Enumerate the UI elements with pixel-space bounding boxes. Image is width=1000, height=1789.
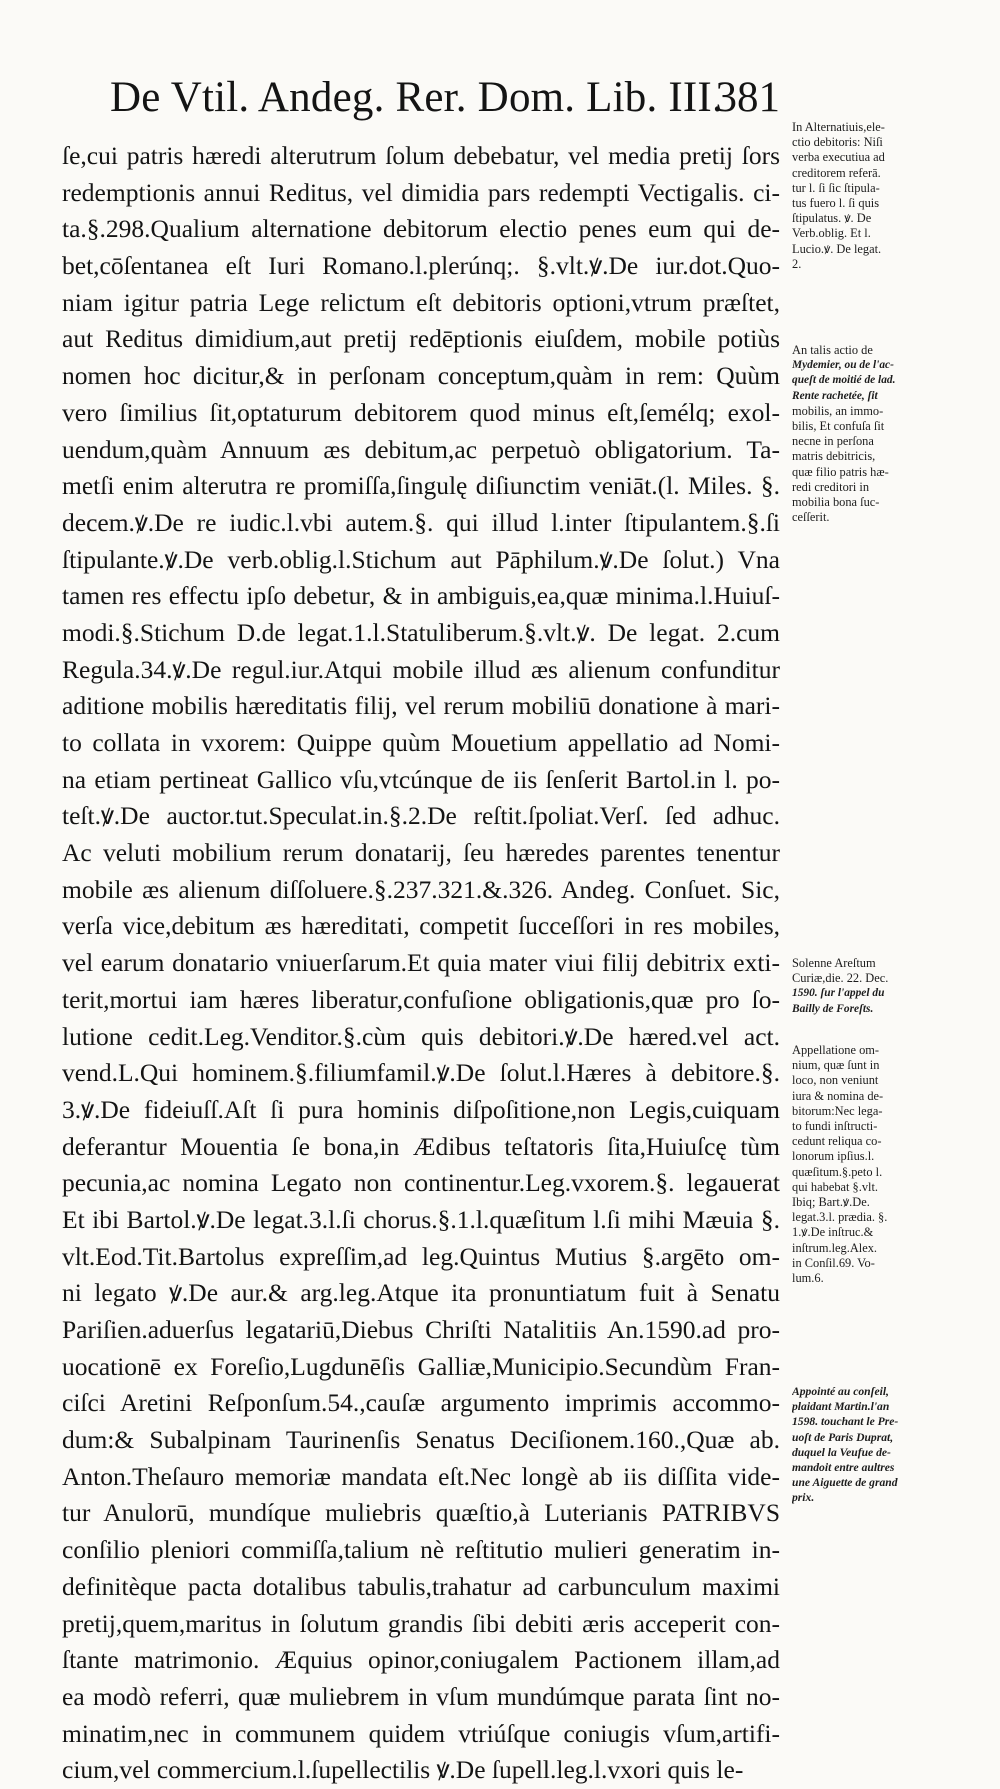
margin-note-line: Ibiq; Bart.ꝟ.De.	[792, 1195, 870, 1210]
margin-note-line: inſtrum.leg.Alex.	[792, 1240, 877, 1255]
text-line: vend.L.Qui hominem.§.filiumfamil.ꝟ.De ſolut.l.Hæres à debitore.§.	[62, 1058, 780, 1088]
text-line: bet,cōſentanea eſt Iuri Romano.l.plerúnq;. §.vlt.ꝟ.De iur.dot.Quo-	[62, 251, 780, 281]
text-line: ſe,cui patris hæredi alterutrum ſolum debebatur, vel media pretij ſors	[62, 141, 780, 170]
margin-note-line: une Aiguette de grand	[792, 1476, 898, 1490]
text-line: Et ibi Bartol.ꝟ.De legat.3.l.ſi chorus.§.1.l.quæſitum l.ſi mihi Mæuia §.	[62, 1204, 780, 1234]
text-line: Anton.Theſauro memoriæ mandata eſt.Nec longè ab iis diſſita vide-	[62, 1461, 780, 1491]
text-line: modi.§.Stichum D.de legat.1.l.Statuliberum.§.vlt.ꝟ. De legat. 2.cum	[62, 617, 780, 647]
text-line: minatim,nec in communem quidem vtriúſque coniugis vſum,artifi-	[62, 1718, 780, 1748]
margin-note-line: Appointé au conſeil,	[792, 1385, 889, 1398]
margin-note-line: matris debitricis,	[792, 449, 876, 464]
margin-note-line: iura & nomina de-	[792, 1088, 884, 1103]
text-line: ni legato ꝟ.De aur.& arg.leg.Atque ita pronuntiatum fuit à Senatu	[62, 1278, 780, 1308]
text-line: tamen res effectu ipſo debetur, & in ambiguis,ea,quæ minima.l.Huiuſ-	[62, 581, 780, 611]
margin-note-line: Bailly de Foreſts.	[792, 1002, 874, 1015]
text-line: uendum,quàm Annuum æs debitum,ac perpetuò obligatorium. Ta-	[62, 434, 780, 464]
margin-note-line: Verb.oblig. Et l.	[792, 226, 871, 241]
text-line: 3.ꝟ.De fideiuſſ.Aſt ſi pura hominis diſpoſitione,non Legis,cuiquam	[62, 1094, 780, 1124]
margin-note-line: uoſt de Paris Duprat,	[792, 1430, 894, 1444]
text-line: uocationē ex Foreſio,Lugdunēſis Galliæ,Municipio.Secundùm Fran-	[62, 1351, 780, 1381]
text-line: lutione cedit.Leg.Venditor.§.cùm quis debitori.ꝟ.De hæred.vel act.	[62, 1021, 780, 1051]
text-line: deferantur Mouentia ſe bona,in Ædibus teſtatoris ſita,Huiuſcę tùm	[62, 1131, 780, 1161]
text-line: ſtante matrimonio. Æquius opinor,coniugalem Pactionem illam,ad	[62, 1645, 780, 1675]
text-line: Regula.34.ꝟ.De regul.iur.Atqui mobile illud æs alienum confunditur	[62, 654, 780, 684]
margin-note-line: mobilis, an immo-	[792, 403, 884, 418]
margin-note-line: Mydemier, ou de l'ac-	[792, 359, 894, 372]
margin-note-line: Lucio.ꝟ. De legat.	[792, 241, 882, 256]
margin-note	[792, 1043, 962, 1286]
text-line: metſi enim alterutra re promiſſa,ſingulę diſiunctim veniāt.(l. Miles. §.	[62, 471, 780, 501]
margin-note-line: lum.6.	[792, 1271, 824, 1286]
text-line: teſt.ꝟ.De auctor.tut.Speculat.in.§.2.De reſtit.ſpoliat.Verſ. ſed adhuc.	[62, 801, 780, 831]
margin-note-line: legat.3.l. prædia. §.	[792, 1210, 888, 1225]
margin-note-line: ctio debitoris: Niſi	[792, 135, 883, 150]
text-line: aut Reditus dimidium,aut pretij redēptionis eiuſdem, mobile potiùs	[62, 324, 780, 354]
margin-note-line: prix.	[792, 1491, 815, 1505]
margin-note-line: cedunt reliqua co-	[792, 1134, 882, 1149]
margin-note-line: ſtipulatus. ꝟ. De	[792, 211, 872, 226]
text-line: dum:& Subalpinam Taurinenſis Senatus Deciſionem.160.,Quæ ab.	[62, 1425, 780, 1455]
margin-note-line: creditorem referā.	[792, 165, 881, 180]
text-line: pecunia,ac nomina Legato non continentur.Leg.vxorem.§. legauerat	[62, 1168, 780, 1198]
text-line: niam igitur patria Lege relictum eſt debitoris optioni,vtrum præſtet,	[62, 287, 780, 317]
margin-note-line: ceſſerit.	[792, 510, 830, 525]
text-line: verſa vice,debitum æs hæreditati, competit ſucceſſori in res mobiles,	[62, 911, 780, 941]
margin-note-line: Appellatione om-	[792, 1043, 880, 1057]
text-line: mobile æs alienum diſſoluere.§.237.321.&.326. Andeg. Conſuet. Sic,	[62, 874, 780, 904]
text-line: ciſci Aretini Reſponſum.54.,cauſæ argumento imprimis accommo-	[62, 1388, 780, 1418]
text-line: na etiam pertineat Gallico vſu,vtcúnque de iis ſenſerit Bartol.in l. po-	[62, 764, 780, 794]
margin-note-line: In Alternatiuis,ele-	[792, 120, 885, 134]
margin-note-line: to fundi inſtructi-	[792, 1119, 878, 1134]
margin-note-line: quæſitum.§.peto l.	[792, 1164, 883, 1179]
margin-note-line: mobilia bona ſuc-	[792, 495, 880, 510]
margin-note-line: bilis, Et confuſa ſit	[792, 419, 885, 434]
page-header	[110, 70, 780, 134]
margin-note-line: nium, quæ ſunt in	[792, 1058, 880, 1073]
text-line: vel earum donatario vniuerſarum.Et quia mater viui filij debitrix exti-	[62, 948, 780, 978]
margin-note	[792, 120, 962, 272]
margin-note-line: 1590. ſur l'appel du	[792, 987, 885, 1000]
text-line: definitèque pacta dotalibus tabulis,trahatur ad carbunculum maximi	[62, 1571, 780, 1601]
margin-note-line: Curiæ,die. 22. Dec.	[792, 971, 889, 986]
text-line: ea modò referri, quæ muliebrem in vſum mundúmque parata ſint no-	[62, 1681, 780, 1711]
text-line: Pariſien.aduerſus legatariū,Diebus Chriſti Natalitiis An.1590.ad pro-	[62, 1315, 780, 1344]
text-line: terit,mortui iam hæres liberatur,confuſione obligationis,quæ pro ſo-	[62, 984, 780, 1014]
margin-note-line: 2.	[792, 256, 802, 271]
margin-note-line: mandoit entre aultres	[792, 1461, 895, 1475]
text-line: to collata in vxorem: Quippe quùm Mouetium appellatio ad Nomi-	[62, 728, 780, 757]
margin-note-line: Solenne Areſtum	[792, 956, 876, 970]
margin-note-line: bitorum:Nec lega-	[792, 1103, 883, 1118]
text-line: vlt.Eod.Tit.Bartolus expreſſim,ad leg.Quintus Mutius §.argēto om-	[62, 1241, 780, 1271]
text-line: ſtipulante.ꝟ.De verb.oblig.l.Stichum aut Pāphilum.ꝟ.De ſolut.) Vna	[62, 544, 780, 574]
margin-note-line: plaidant Martin.l'an	[792, 1400, 890, 1414]
running-title: De Vtil. Andeg. Rer. Dom. Lib. III.	[110, 74, 723, 121]
margin-note-line: quæ filio patris hæ-	[792, 464, 889, 479]
text-line: vero ſimilius ſit,optaturum debitorem quod minus eſt,ſemélq; exol-	[62, 397, 780, 427]
margin-note-line: 1.ꝟ.De inſtruc.&	[792, 1225, 874, 1240]
text-line: tur Anulorū, mundíque muliebris quæſtio,à Luterianis PATRIBVS	[62, 1498, 780, 1528]
text-line: Ac veluti mobilium rerum donatarij, ſeu hæredes parentes tenentur	[62, 838, 780, 868]
margin-note-line: duquel la Veufue de-	[792, 1445, 891, 1459]
page-number: 381	[715, 74, 780, 121]
margin-note-line: redi creditori in	[792, 479, 870, 494]
margin-note-line: tur l. ſi ſic ſtipula-	[792, 180, 880, 195]
text-line: conſilio pleniori commiſſa,talium nè reſtitutio mulieri generatim in-	[62, 1535, 780, 1565]
margin-note-line: An talis actio de	[792, 343, 873, 357]
text-line: cium,vel commercium.l.ſupellectilis ꝟ.De ſupell.leg.l.vxori quis le-	[62, 1755, 744, 1785]
margin-note-line: verba executiua ad	[792, 150, 885, 165]
text-line: nomen hoc dicitur,& in perſonam conceptum,quàm in rem: Quùm	[62, 361, 780, 391]
margin-note	[792, 343, 962, 525]
margin-note-line: loco, non veniunt	[792, 1073, 879, 1088]
margin-note-line: necne in perſona	[792, 434, 874, 449]
main-text-column	[62, 138, 780, 1789]
text-line: aditione mobilis hæreditatis filij, vel rerum mobiliū donatione à mari-	[62, 691, 780, 721]
text-line: decem.ꝟ.De re iudic.l.vbi autem.§. qui illud l.inter ſtipulantem.§.ſi	[62, 507, 780, 537]
text-line: redemptionis annui Reditus, vel dimidia pars redempti Vectigalis. ci-	[62, 177, 780, 207]
margin-note-line: queſt de moitié de lad.	[792, 374, 896, 387]
margin-note	[792, 956, 962, 1017]
margin-note-line: in Conſil.69. Vo-	[792, 1255, 875, 1270]
text-line: pretij,quem,maritus in ſolutum grandis ſibi debiti æris acceperit con-	[62, 1608, 780, 1638]
text-line: ta.§.298.Qualium alternatione debitorum electio penes eum qui de-	[62, 214, 780, 244]
margin-note-line: Rente rachetée, ſit	[792, 389, 878, 402]
margin-note-line: tus fuero l. ſi quis	[792, 196, 880, 211]
margin-note-line: lonorum ipſius.l.	[792, 1149, 875, 1164]
margin-note	[792, 1384, 962, 1506]
margin-note-line: qui habebat §.vlt.	[792, 1179, 879, 1194]
margin-note-line: 1598. touchant le Pre-	[792, 1415, 899, 1429]
